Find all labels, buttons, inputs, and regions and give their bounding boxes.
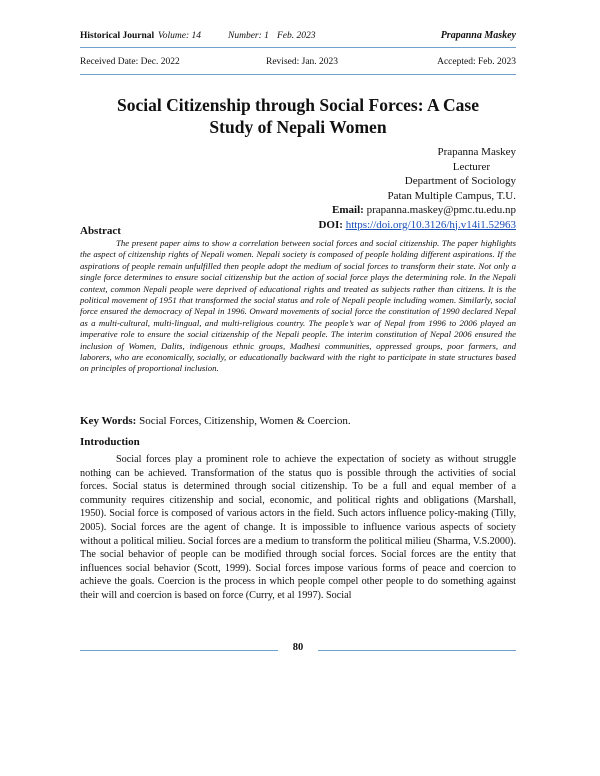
introduction-text: Social forces play a prominent role to achieve the expectation of society as without struggle nothing can be achieved. Transformation of the status quo is possible through the activities of social forces. Social status is determined through social citizenship. To be a full and equal member of a community requires citizenship and social, economic, and political rights and obligations (Marshall, 1950). Social force is composed of various actors in the field. Such actors influence policy-making (Tilly, 2005). Social forces are the agent of change. It is impossible to influence various aspects of society without a political milieu. Social forces are a medium to transform the political milieu (Sharma, V.S.2000). The social behavior of people can be modified through social forces. Social forces are the entity that influences social behavior (Scott, 1999). Social forces impose various forms of peace and coercion to achieve the goals. Coercion is the process in which people compel other people to do something against their will and coercion is based on force (Curry, et al 1997). Social	[80, 454, 516, 601]
author-name: Prapanna Maskey	[437, 146, 516, 158]
doi-link[interactable]: https://doi.org/10.3126/hj.v14i1.52963	[345, 218, 516, 231]
introduction-heading: Introduction	[80, 436, 140, 448]
title-line-1: Social Citizenship through Social Forces: A Case	[116, 95, 479, 115]
paper-title	[80, 94, 516, 138]
journal-date: Feb. 2023	[277, 31, 316, 41]
abstract-heading: Abstract	[80, 225, 121, 237]
header-rule	[80, 47, 516, 48]
journal-name: Historical Journal	[80, 31, 155, 41]
revised-date: Revised: Jan. 2023	[266, 57, 339, 67]
author-block	[318, 145, 516, 232]
title-line-2: Study of Nepali Women	[209, 117, 387, 137]
keywords-text: Social Forces, Citizenship, Women & Coercion.	[139, 415, 351, 427]
doi-label: DOI:	[318, 218, 343, 231]
header-author: Prapanna Maskey	[440, 30, 516, 41]
doi-row	[318, 218, 516, 233]
received-date: Received Date: Dec. 2022	[80, 57, 180, 67]
journal-volume: Volume: 14	[158, 31, 202, 41]
footer-rule-left	[80, 650, 278, 651]
accepted-date: Accepted: Feb. 2023	[437, 57, 516, 67]
author-department: Department of Sociology	[404, 175, 516, 187]
author-campus: Patan Multiple Campus, T.U.	[387, 189, 516, 202]
author-position: Lecturer	[452, 160, 490, 173]
submission-dates	[80, 57, 516, 71]
running-header	[80, 30, 516, 46]
abstract-text: The present paper aims to show a correlation between social forces and social citizenship. The paper highlights the aspect of citizenship rights of Nepali women. Nepali society is composed of people holding different aspirations. If the aspirations of people remain unfulfilled then people adopt the medium of social forces to transform their state. Not only a single force determines to ensure social citizenship but the action of social force plays the determining role. In the Nepali context, common Nepali people were deprived of educational rights and treated as subjects rather than citizens. It is the political movement of 1951 that transformed the social status and role of Nepali people including women. Similarly, social force ensured the democracy of Nepal in 1996. Onward movements of social force the constitution of 1990 declared Nepal as a multi-cultural, multi-lingual, and multi-religious country. The people’s war of Nepal from 1996 to 2006 played an imperative role to ensure the social citizenship of the Nepali people. The interim constitution of Nepal 2006 ensured the inclusion of Women, Dalits, indigenous ethnic groups, Madhesi communities, oppressed groups, poor farmers, and laborers, who are economically, socially, or educationally backward with the right to participate in state structures based on principles of proportional inclusion.	[80, 238, 516, 374]
author-email-row	[318, 203, 516, 218]
page-number: 80	[292, 642, 304, 653]
journal-number: Number: 1	[228, 31, 269, 41]
author-email[interactable]: prapanna.maskey@pmc.tu.edu.np	[366, 204, 516, 216]
email-label: Email:	[332, 204, 364, 216]
dates-rule	[80, 74, 516, 75]
footer-rule-right	[318, 650, 516, 651]
keywords-label: Key Words:	[80, 415, 137, 427]
keywords	[80, 415, 516, 427]
